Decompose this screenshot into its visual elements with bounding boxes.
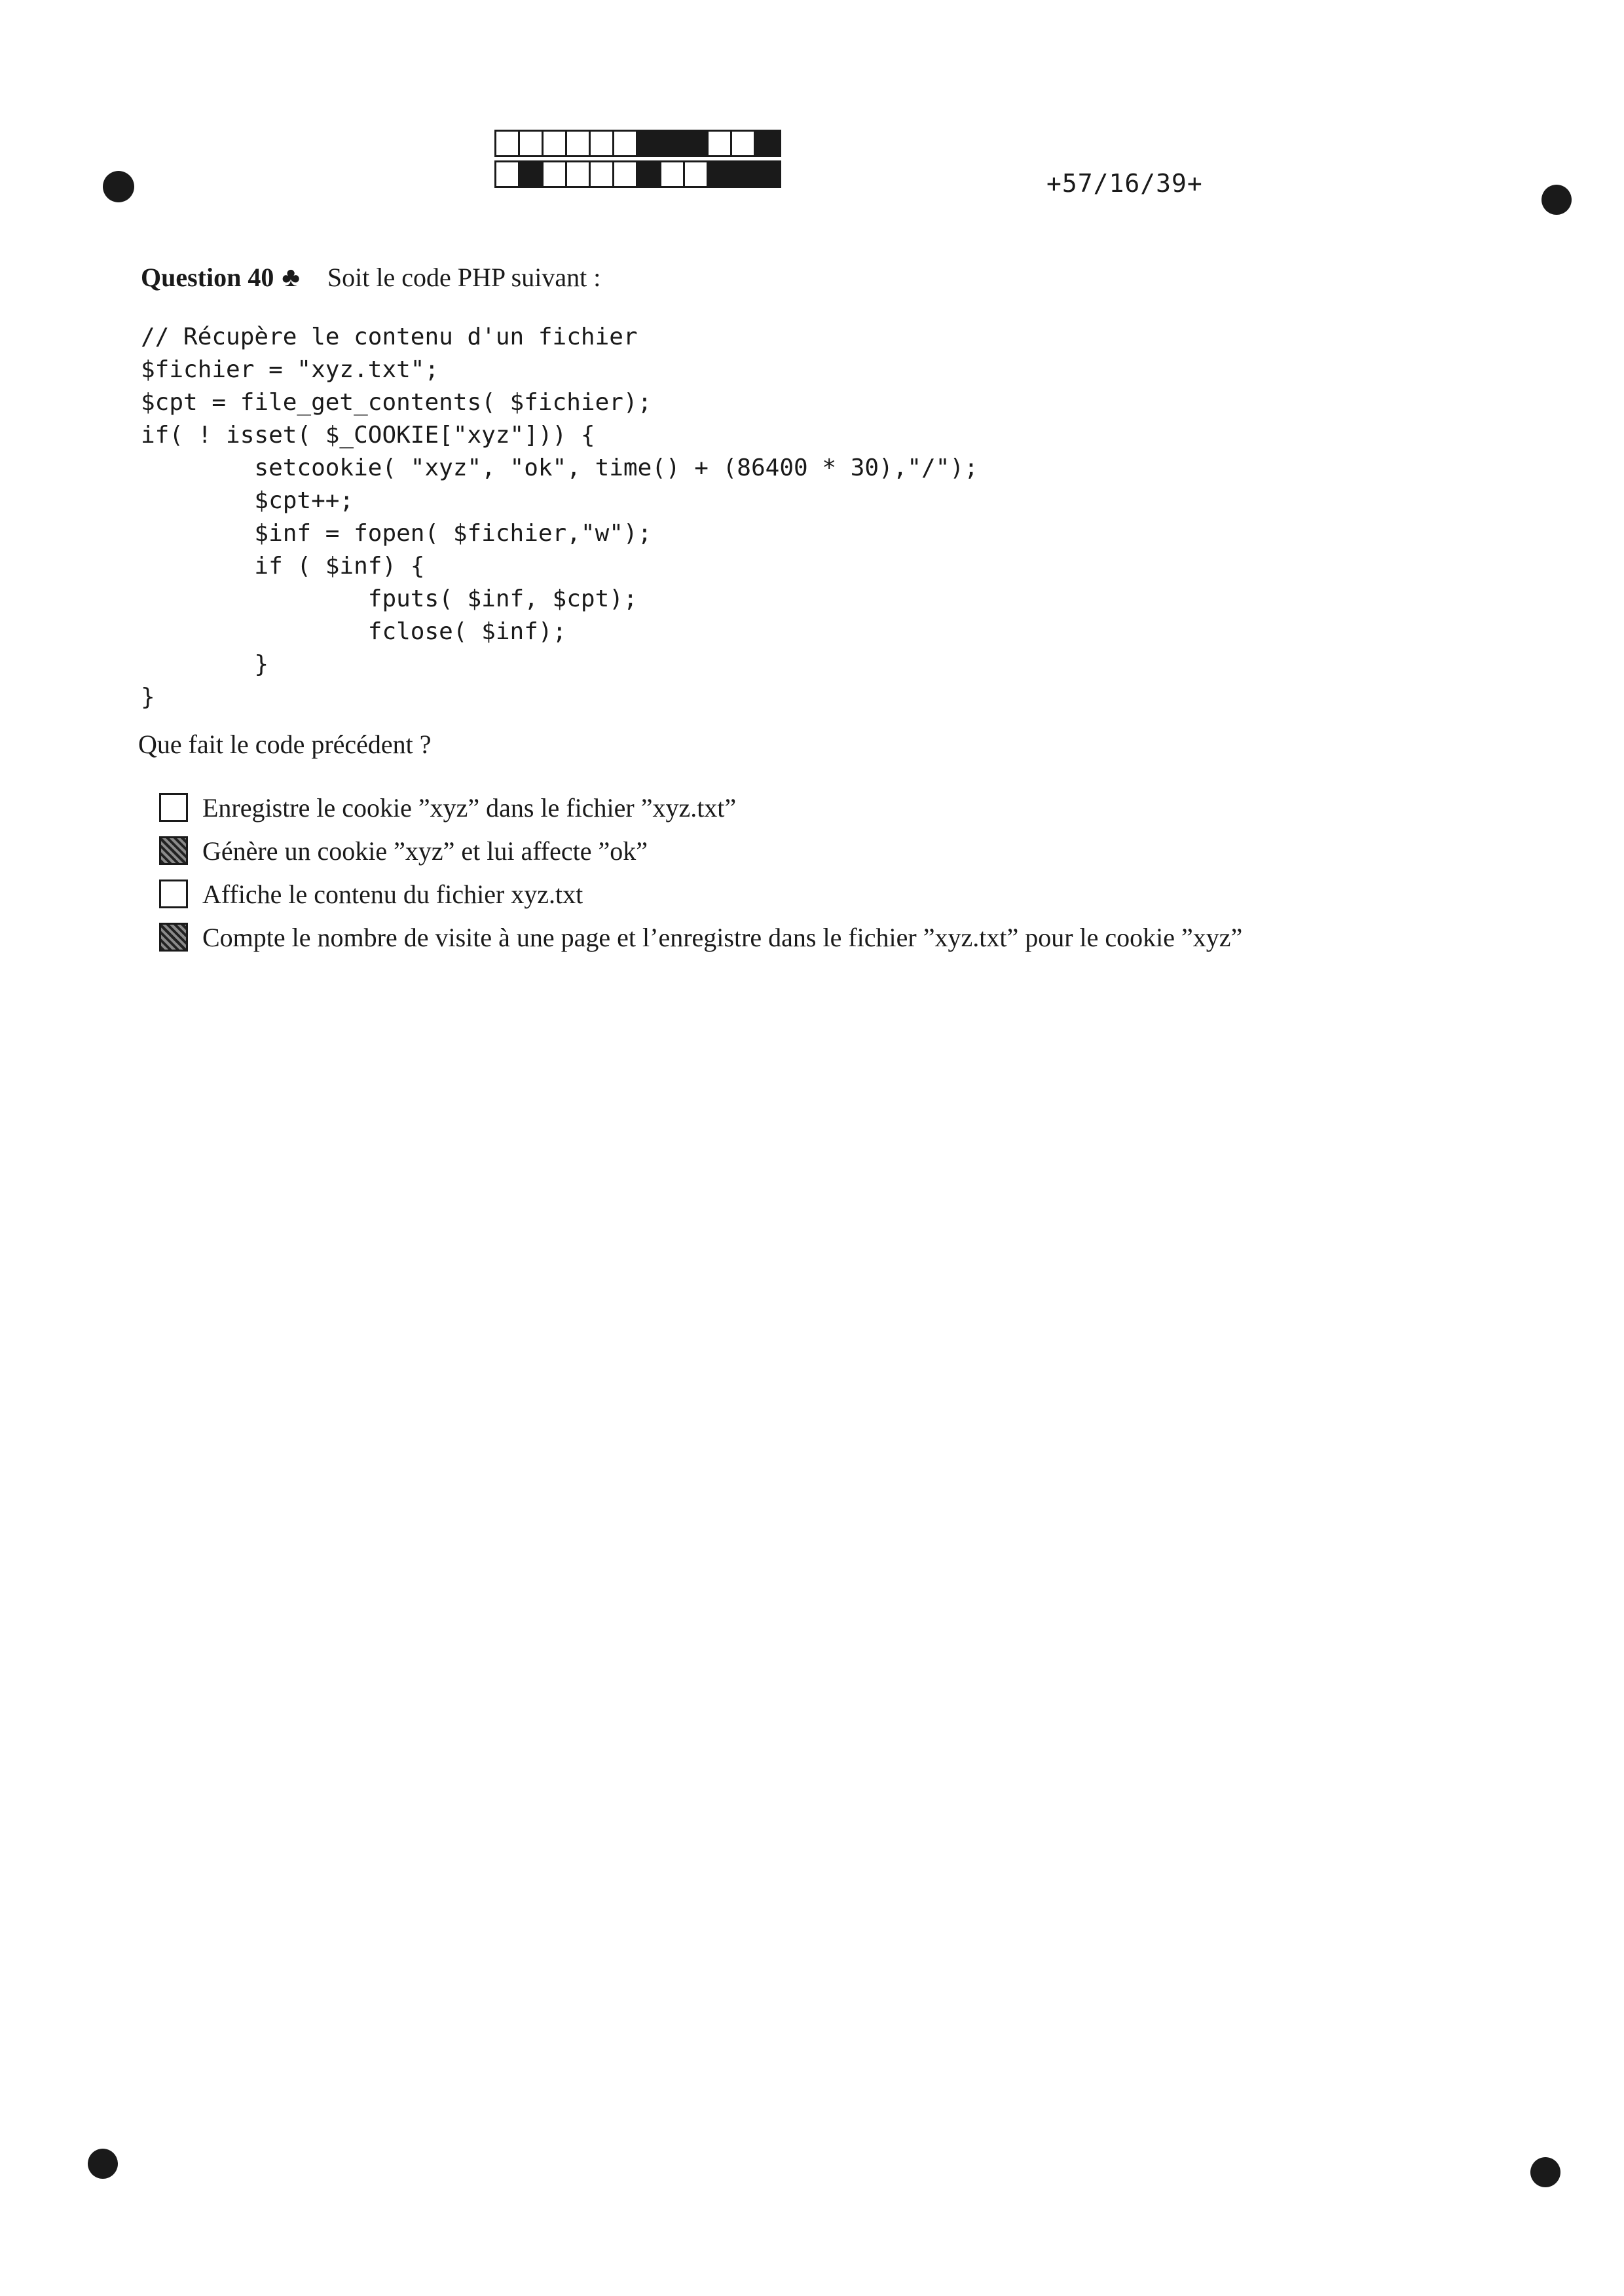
answer-option[interactable] [159,786,1242,829]
barcode-cell [732,162,756,186]
code-line: $cpt = file_get_contents( $fichier); [141,389,652,416]
barcode-cell [567,132,591,155]
barcode-cell [520,132,544,155]
club-icon: ♣ [282,263,300,293]
barcode-cell [709,132,732,155]
barcode-cell [732,132,756,155]
answer-option[interactable] [159,872,1242,916]
barcode-cell [661,162,685,186]
barcode-cell [544,132,567,155]
answer-label: Affiche le contenu du fichier xyz.txt [202,879,583,909]
code-line: } [141,684,155,711]
code-line: if( ! isset( $_COOKIE["xyz"])) { [141,422,595,449]
barcode-cell [638,162,661,186]
code-line: } [141,651,269,678]
barcode-cell [496,162,520,186]
barcode-cell [638,132,661,155]
code-line: $cpt++; [141,487,354,514]
registration-mark-top-left [103,171,134,202]
question-text: Que fait le code précédent ? [138,730,432,759]
barcode-bottom [494,160,781,188]
barcode-cell [614,162,638,186]
registration-mark-top-right [1541,185,1572,215]
code-line: setcookie( "xyz", "ok", time() + (86400 * 30),"/"); [141,454,978,481]
registration-mark-bottom-right [1530,2157,1560,2187]
barcode-cell [567,162,591,186]
page-id: +57/16/39+ [1046,169,1203,198]
answer-option[interactable] [159,916,1242,959]
barcode-cell [756,162,779,186]
code-line: $inf = fopen( $fichier,"w"); [141,520,652,547]
code-line: fclose( $inf); [141,618,567,645]
code-line: // Récupère le contenu d'un fichier [141,324,638,350]
question-label: Question 40 [141,263,274,292]
code-line: fputs( $inf, $cpt); [141,585,638,612]
registration-mark-bottom-left [88,2149,118,2179]
barcode-cell [614,132,638,155]
answer-label: Enregistre le cookie ”xyz” dans le fichier ”xyz.txt” [202,792,737,823]
code-block [141,321,978,714]
answer-label: Génère un cookie ”xyz” et lui affecte ”ok” [202,836,648,866]
answer-checkbox-checked[interactable] [159,923,188,952]
barcode-cell [661,132,685,155]
barcode-cell [544,162,567,186]
code-line: if ( $inf) { [141,553,425,580]
barcode-top [494,130,781,157]
barcode-cell [591,162,614,186]
barcode-cell [591,132,614,155]
barcode-cell [756,132,779,155]
barcode-cell [685,162,709,186]
answer-option[interactable] [159,829,1242,872]
barcode-cell [496,132,520,155]
answer-label: Compte le nombre de visite à une page et l’enregistre dans le fichier ”xyz.txt” pour le cookie ”xyz” [202,922,1243,952]
code-line: $fichier = "xyz.txt"; [141,356,439,383]
question-header [141,262,600,293]
answer-checkbox[interactable] [159,793,188,822]
barcode-cell [520,162,544,186]
answer-list [159,786,1242,959]
answer-checkbox-checked[interactable] [159,836,188,865]
question-prompt: Soit le code PHP suivant : [327,263,601,292]
barcode-cell [709,162,732,186]
answer-checkbox[interactable] [159,880,188,908]
barcode-cell [685,132,709,155]
